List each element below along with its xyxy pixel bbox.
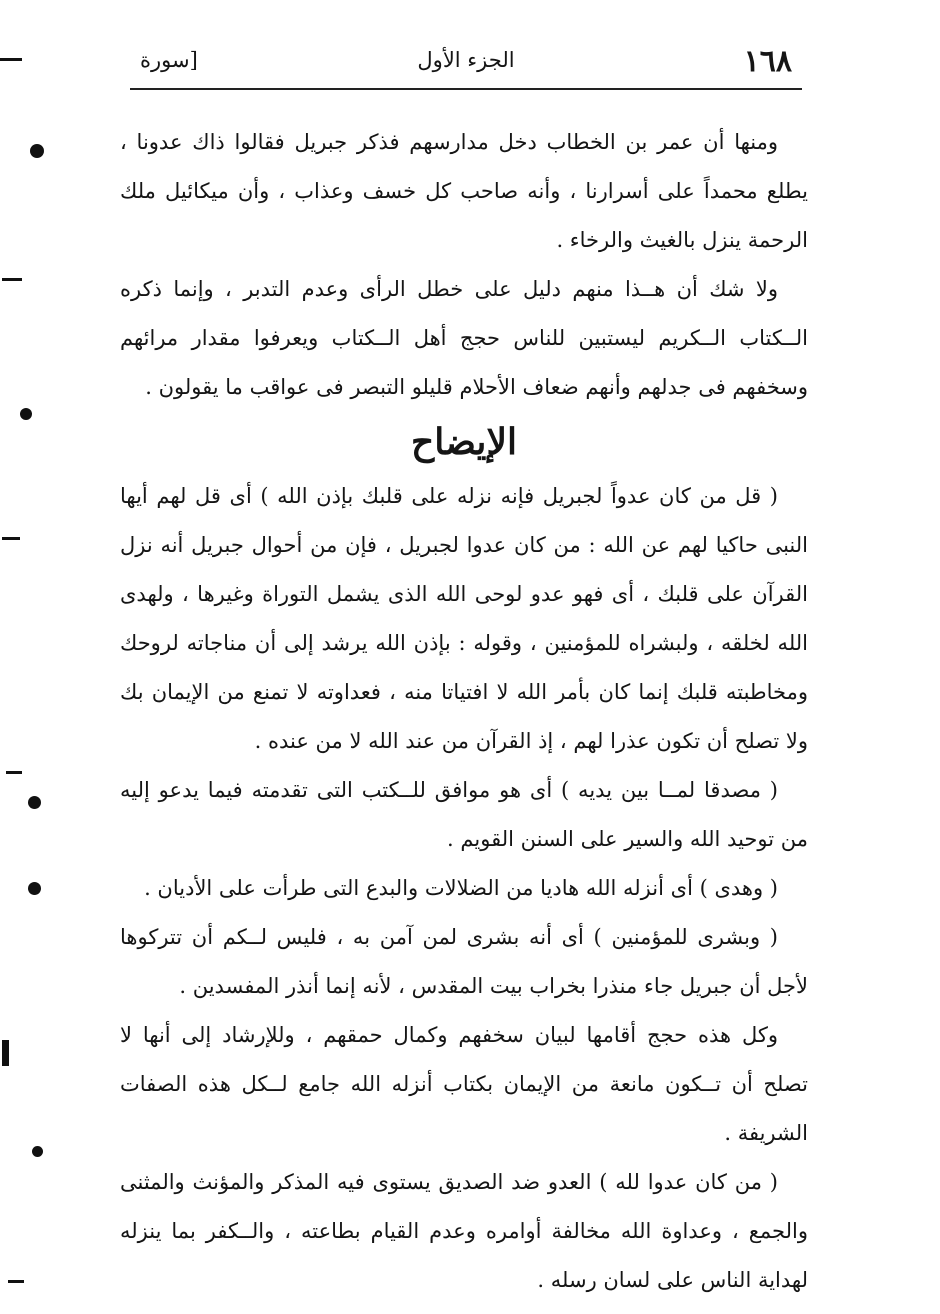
scan-mark [2,1040,9,1066]
scan-mark [2,537,20,540]
ink-blot [32,1146,43,1157]
explanation-paragraph: وكل هذه حجج أقامها لبيان سخفهم وكمال حمقهم ، وللإرشاد إلى أنها لا تصلح أن تــكون مانعة من الإيمان بكتاب أنزله الله جامع لــكل هذه الصفات الشريفة . [120,1023,808,1145]
explanation-paragraph: ( قل من كان عدواً لجبريل فإنه نزله على قلبك بإذن الله ) أى قل لهم أيها النبى حاكيا لهم عن الله : من كان عدوا لجبريل ، فإن من أحوال جبريل أنه نزل القرآن على قلبك ، أى فهو عدو لوحى الله الذى يشمل التوراة وغيرها ، ولهدى الله لخلقه ، ولبشراه للمؤمنين ، وقوله : بإذن الله يرشد إلى أن مناجاته لروحك ومخاطبته قلبك إنما كان بأمر الله لا افتياتا منه ، فعداوته لا تمنع من الإيمان بك ولا تصلح أن تكون عذرا لهم ، إذ القرآن من عند الله لا من عنده . [120,484,808,753]
explanation-paragraph: ( مصدقا لمــا بين يديه ) أى هو موافق للــكتب التى تقدمته فيما يدعو إليه من توحيد الله والسير على السنن القويم . [120,778,808,851]
scan-mark [2,278,22,281]
page-header [130,36,802,90]
ink-blot [20,408,32,420]
section-heading: الإيضاح [411,421,517,463]
scan-mark [8,1280,24,1283]
part-title: الجزء الأول [417,48,515,72]
scan-mark [6,771,22,774]
paragraph: ومنها أن عمر بن الخطاب دخل مدارسهم فذكر جبريل فقالوا ذاك عدونا ، يطلع محمداً على أسرارنا ، وأنه صاحب كل خسف وعذاب ، وأن ميكائيل ملك الرحمة ينزل بالغيث والرخاء . [120,130,808,252]
scan-mark [0,58,22,61]
ink-blot [28,796,41,809]
explanation-paragraph: ( من كان عدوا لله ) العدو ضد الصديق يستوى فيه المذكر والمؤنث والمثنى والجمع ، وعداوة الله مخالفة أوامره وعدم القيام بطاعته ، والــكفر بما ينزله لهداية الناس على لسان رسله . [120,1170,808,1292]
body-text [120,118,808,1305]
ink-blot [28,882,41,895]
explanation-paragraph: ( وبشرى للمؤمنين ) أى أنه بشرى لمن آمن به ، فليس لــكم أن تتركوها لأجل أن جبريل جاء منذرا بخراب بيت المقدس ، لأنه إنما أنذر المفسدين . [120,925,808,998]
paragraph: ولا شك أن هــذا منهم دليل على خطل الرأى وعدم التدبر ، وإنما ذكره الــكتاب الــكريم ليستبين للناس حجج أهل الــكتاب ويعرفوا مقدار مرائهم وسخفهم فى جدلهم وأنهم ضعاف الأحلام قليلو التبصر فى عواقب ما يقولون . [120,277,808,399]
explanation-paragraph: ( وهدى ) أى أنزله الله هاديا من الضلالات والبدع التى طرأت على الأديان . [144,876,778,900]
ink-blot [30,144,44,158]
page-number: ١٦٨ [743,44,792,79]
surah-label: [سورة [140,48,198,72]
header-rule [130,88,802,90]
